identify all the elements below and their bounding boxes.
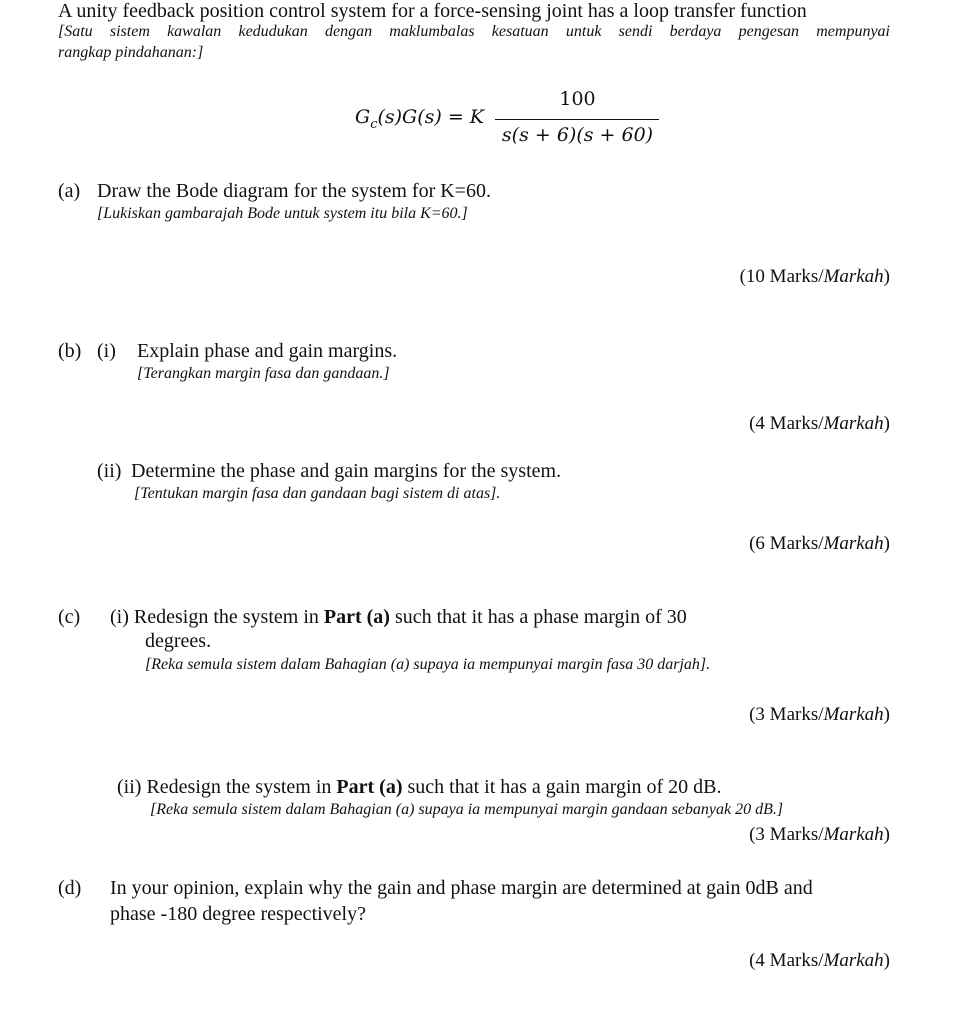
part-d-label: (d) [58, 877, 82, 899]
part-c-ii-text: (ii) Redesign the system in Part (a) such that it has a gain margin of 20 dB. [117, 776, 722, 798]
part-b-ii-text: Determine the phase and gain margins for the system. [131, 460, 562, 482]
part-b-ii-ms: [Tentukan margin fasa dan gandaan bagi sistem di atas]. [134, 485, 501, 502]
intro-ms-line2: rangkap pindahanan:] [58, 44, 204, 61]
part-b-i-text: Explain phase and gain margins. [137, 340, 398, 362]
part-a-label: (a) [58, 180, 81, 202]
part-a-marks: (10 Marks/Markah) [739, 266, 890, 287]
part-c-i-text-line2: degrees. [145, 630, 212, 652]
formula-lhs: $G_c(s)G(s) = K$ [355, 106, 484, 132]
intro-ms-line1: [Satu sistem kawalan kedudukan dengan maklumbalas kesatuan untuk sendi berdaya pengesan mempunyai [58, 23, 890, 40]
part-d-text-line1: In your opinion, explain why the gain and phase margin are determined at gain 0dB and [110, 877, 813, 899]
part-a-text: Draw the Bode diagram for the system for K=60. [97, 180, 491, 202]
part-b-i-ms: [Terangkan margin fasa dan gandaan.] [137, 365, 390, 382]
part-c-ii-ms: [Reka semula sistem dalam Bahagian (a) supaya ia mempunyai margin gandaan sebanyak 20 dB.] [150, 801, 784, 818]
part-c-i-marks: (3 Marks/Markah) [749, 704, 890, 725]
part-b-label: (b) [58, 340, 82, 362]
part-b-ii-marks: (6 Marks/Markah) [749, 533, 890, 554]
part-b-ii-label: (ii) [97, 460, 122, 482]
intro-en: A unity feedback position control system for a force-sensing joint has a loop transfer function [58, 0, 807, 22]
part-a-ms: [Lukiskan gambarajah Bode untuk system itu bila K=60.] [97, 205, 468, 222]
part-c-label: (c) [58, 606, 81, 628]
formula-denominator: s(s + 6)(s + 60) [501, 124, 654, 146]
part-b-i-marks: (4 Marks/Markah) [749, 413, 890, 434]
part-b-i-label: (i) [97, 340, 116, 362]
part-d-marks: (4 Marks/Markah) [749, 950, 890, 971]
fraction-line [495, 119, 659, 120]
part-c-i-text: (i) Redesign the system in Part (a) such that it has a phase margin of 30 [110, 606, 687, 628]
formula-numerator: 100 [559, 88, 596, 110]
part-d-text-line2: phase -180 degree respectively? [110, 903, 366, 925]
part-c-i-ms: [Reka semula sistem dalam Bahagian (a) supaya ia mempunyai margin fasa 30 darjah]. [145, 656, 711, 673]
part-c-ii-marks: (3 Marks/Markah) [749, 824, 890, 845]
